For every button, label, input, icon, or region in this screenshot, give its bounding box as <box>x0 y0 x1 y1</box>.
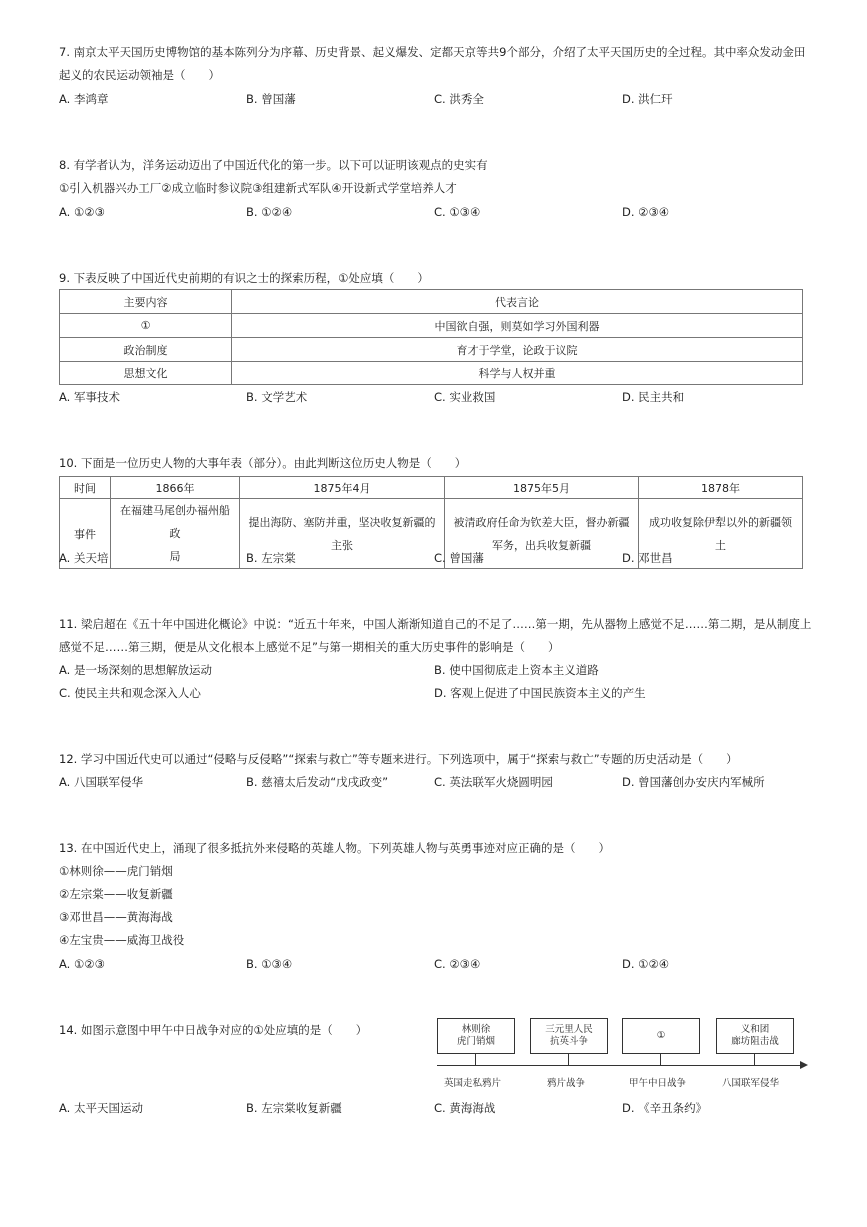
q7-option-a[interactable]: A. 李鸿章 <box>59 92 109 106</box>
q11-option-a[interactable]: A. 是一场深刻的思想解放运动 <box>59 663 212 677</box>
q14-option-a[interactable]: A. 太平天国运动 <box>59 1101 143 1115</box>
q14-timeline-label: 英国走私鸦片 <box>444 1078 502 1089</box>
q8-option-c[interactable]: C. ①③④ <box>434 205 481 219</box>
q14-box: 三元里人民 抗英斗争 <box>530 1018 608 1054</box>
q13-stem: 13. 在中国近代史上，涌现了很多抵抗外来侵略的英雄人物。下列英雄人物与英勇事迹对应正确的是（ ） <box>59 841 610 855</box>
q12-option-b[interactable]: B. 慈禧太后发动“戊戌政变” <box>246 775 389 789</box>
q10-option-d[interactable]: D. 邓世昌 <box>622 551 673 565</box>
q14-connector <box>475 1053 476 1065</box>
q14-box: 林则徐 虎门销烟 <box>437 1018 515 1054</box>
q9-cell: 科学与人权并重 <box>232 362 803 385</box>
q9-cell: 思想文化 <box>60 362 232 385</box>
q9-stem: 9. 下表反映了中国近代史前期的有识之士的探索历程，①处应填（ ） <box>59 271 429 285</box>
q10-stem: 10. 下面是一位历史人物的大事年表（部分）。由此判断这位历史人物是（ ） <box>59 456 467 470</box>
q12-option-a[interactable]: A. 八国联军侵华 <box>59 775 143 789</box>
q13-item: ③邓世昌——黄海海战 <box>59 910 173 924</box>
q10-row-label-event: 事件 <box>60 499 111 569</box>
q9-option-a[interactable]: A. 军事技术 <box>59 390 120 404</box>
q10-option-c[interactable]: C. 曾国藩 <box>434 551 484 565</box>
q10-time: 1875年4月 <box>240 477 445 499</box>
q9-cell: 政治制度 <box>60 338 232 362</box>
q8-option-a[interactable]: A. ①②③ <box>59 205 105 219</box>
q14-option-d[interactable]: D. 《辛丑条约》 <box>622 1101 708 1115</box>
q10-time: 1878年 <box>639 477 803 499</box>
q10-event: 提出海防、塞防并重，坚决收复新疆的 主张 <box>240 499 445 569</box>
q14-stem: 14. 如图示意图中甲午中日战争对应的①处应填的是（ ） <box>59 1023 368 1037</box>
q10-event: 被清政府任命为钦差大臣，督办新疆 军务，出兵收复新疆 <box>445 499 639 569</box>
q11-option-c[interactable]: C. 使民主共和观念深入人心 <box>59 686 201 700</box>
q10-time: 1875年5月 <box>445 477 639 499</box>
q14-timeline-label: 甲午中日战争 <box>629 1078 687 1089</box>
q7-option-d[interactable]: D. 洪仁玕 <box>622 92 673 106</box>
q13-option-a[interactable]: A. ①②③ <box>59 957 105 971</box>
q8-stem-line1: 8. 有学者认为，洋务运动迈出了中国近代化的第一步。以下可以证明该观点的史实有 <box>59 158 488 172</box>
q9-header-quote: 代表言论 <box>232 290 803 314</box>
q14-connector <box>660 1053 661 1065</box>
q7-option-b[interactable]: B. 曾国藩 <box>246 92 296 106</box>
q9-table <box>59 289 803 385</box>
q9-option-b[interactable]: B. 文学艺术 <box>246 390 308 404</box>
q10-time: 1866年 <box>111 477 240 499</box>
q7-option-c[interactable]: C. 洪秀全 <box>434 92 484 106</box>
q13-option-c[interactable]: C. ②③④ <box>434 957 481 971</box>
q7-stem-line2: 起义的农民运动领袖是（ ） <box>59 68 220 82</box>
q10-table <box>59 476 803 569</box>
q14-box: 义和团 廊坊阻击战 <box>716 1018 794 1054</box>
q9-cell: 中国欲自强，则莫如学习外国利器 <box>232 314 803 338</box>
q13-item: ①林则徐——虎门销烟 <box>59 864 173 878</box>
q14-connector <box>568 1053 569 1065</box>
q10-option-b[interactable]: B. 左宗棠 <box>246 551 296 565</box>
q14-timeline-label: 八国联军侵华 <box>722 1078 780 1089</box>
q9-cell: 育才于学堂，论政于议院 <box>232 338 803 362</box>
q14-timeline-axis <box>437 1065 801 1066</box>
q13-item: ④左宝贵——威海卫战役 <box>59 933 185 947</box>
q11-stem-line2: 感觉不足……第三期，便是从文化根本上感觉不足”与第一期相关的重大历史事件的影响是（ ） <box>59 640 560 654</box>
q14-option-c[interactable]: C. 黄海海战 <box>434 1101 496 1115</box>
q10-option-a[interactable]: A. 关天培 <box>59 551 109 565</box>
q14-timeline-label: 鸦片战争 <box>547 1078 586 1089</box>
q10-event: 在福建马尾创办福州船政 局 <box>111 499 240 569</box>
q7-stem-line1: 7. 南京太平天国历史博物馆的基本陈列分为序幕、历史背景、起义爆发、定都天京等共9个部分，介绍了太平天国历史的全过程。其中率众发动金田 <box>59 45 806 59</box>
q10-event: 成功收复除伊犁以外的新疆领 土 <box>639 499 803 569</box>
q8-option-d[interactable]: D. ②③④ <box>622 205 670 219</box>
q9-cell: ① <box>60 314 232 338</box>
q10-row-label-time: 时间 <box>60 477 111 499</box>
q9-option-d[interactable]: D. 民主共和 <box>622 390 685 404</box>
q13-option-d[interactable]: D. ①②④ <box>622 957 670 971</box>
q11-stem-line1: 11. 梁启超在《五十年中国进化概论》中说：“近五十年来，中国人渐渐知道自己的不足了……第一期，先从器物上感觉不足……第二期，是从制度上 <box>59 617 812 631</box>
q14-connector <box>754 1053 755 1065</box>
q12-option-d[interactable]: D. 曾国藩创办安庆内军械所 <box>622 775 765 789</box>
q14-box-blank: ① <box>622 1018 700 1054</box>
q13-option-b[interactable]: B. ①③④ <box>246 957 293 971</box>
q13-item: ②左宗棠——收复新疆 <box>59 887 173 901</box>
q9-option-c[interactable]: C. 实业救国 <box>434 390 496 404</box>
q12-stem: 12. 学习中国近代史可以通过“侵略与反侵略”“探索与救亡”等专题来进行。下列选项中，属于“探索与救亡”专题的历史活动是（ ） <box>59 752 738 766</box>
q12-option-c[interactable]: C. 英法联军火烧圆明园 <box>434 775 553 789</box>
q11-option-b[interactable]: B. 使中国彻底走上资本主义道路 <box>434 663 599 677</box>
q9-header-content: 主要内容 <box>60 290 232 314</box>
q11-option-d[interactable]: D. 客观上促进了中国民族资本主义的产生 <box>434 686 646 700</box>
q14-option-b[interactable]: B. 左宗棠收复新疆 <box>246 1101 342 1115</box>
q8-stem-line2: ①引入机器兴办工厂②成立临时参议院③组建新式军队④开设新式学堂培养人才 <box>59 181 457 195</box>
q14-arrow-icon <box>800 1061 808 1069</box>
q8-option-b[interactable]: B. ①②④ <box>246 205 293 219</box>
